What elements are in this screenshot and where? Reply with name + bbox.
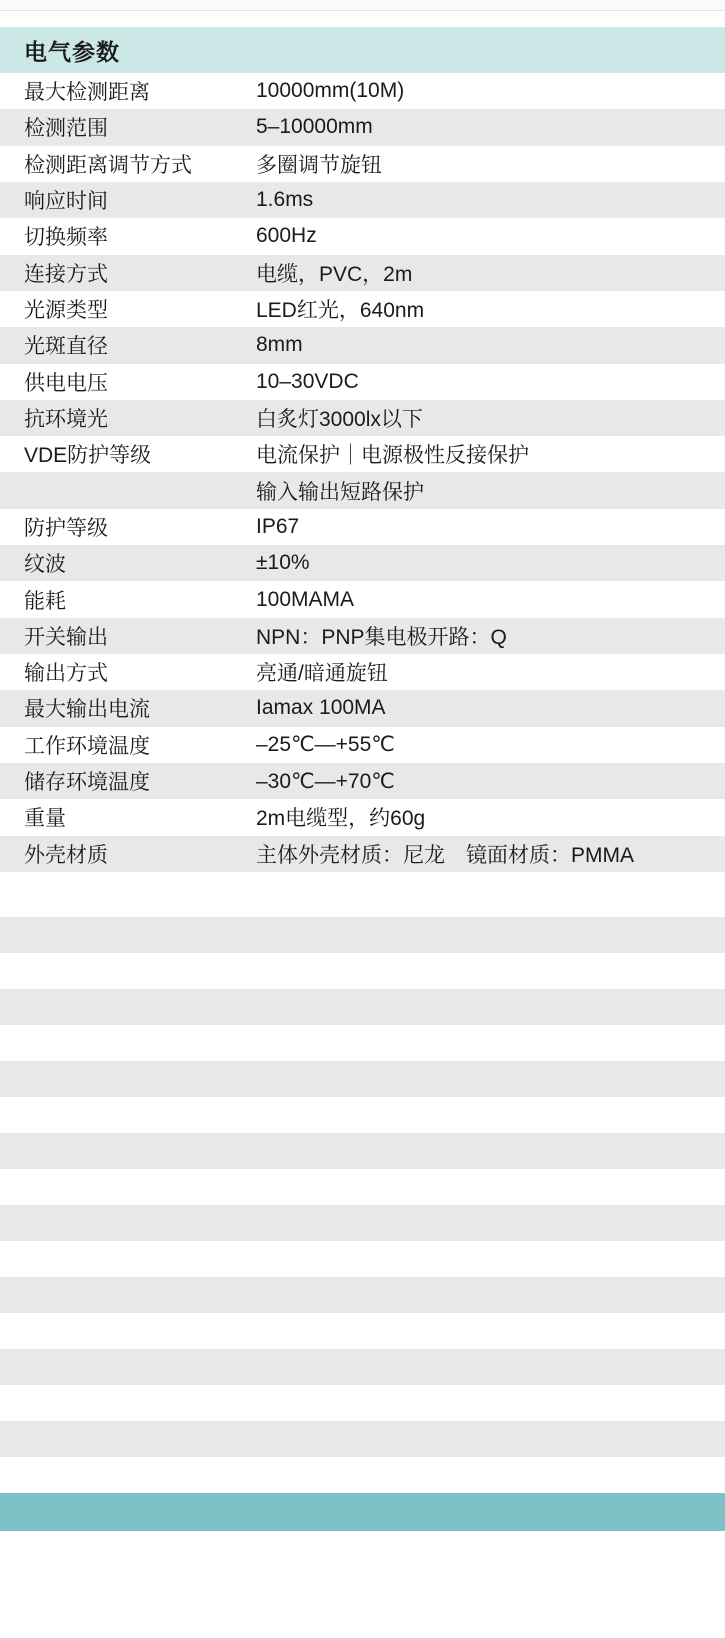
spec-label: 抗环境光 — [24, 407, 108, 431]
table-bottom-spacer — [0, 872, 725, 917]
spec-label: 防护等级 — [24, 516, 108, 540]
spec-value: –30℃—+70℃ — [256, 769, 395, 793]
empty-row-gap — [0, 1025, 725, 1061]
top-divider-strip — [0, 0, 725, 11]
spec-label: 切换频率 — [24, 226, 108, 250]
spec-label: 能耗 — [24, 589, 66, 613]
spec-table — [0, 73, 725, 872]
spec-value: 主体外壳材质：尼龙 镜面材质：PMMA — [256, 843, 634, 867]
spec-value: ±10% — [256, 551, 310, 575]
spec-row — [0, 364, 725, 400]
footer-whitespace — [0, 1531, 725, 1638]
spec-value: 输入输出短路保护 — [256, 480, 424, 504]
spec-row — [0, 255, 725, 291]
spec-value: 1.6ms — [256, 188, 314, 212]
spec-row — [0, 146, 725, 182]
empty-row-stripe — [0, 1277, 725, 1313]
empty-row-gap — [0, 953, 725, 989]
spec-value: 5–10000mm — [256, 115, 373, 139]
spec-row — [0, 472, 725, 508]
spec-row — [0, 509, 725, 545]
spec-value: 10000mm(10M) — [256, 79, 405, 103]
spec-row — [0, 400, 725, 436]
spec-value: –25℃—+55℃ — [256, 733, 395, 757]
spec-label: 最大检测距离 — [24, 81, 150, 105]
spec-row — [0, 690, 725, 726]
spec-label: 纹波 — [24, 553, 66, 577]
spec-row — [0, 763, 725, 799]
empty-row-gap — [0, 1169, 725, 1205]
spec-value: 白炙灯3000lx以下 — [256, 407, 423, 431]
spec-value: 亮通/暗通旋钮 — [256, 662, 388, 686]
spec-label: 储存环境温度 — [24, 771, 150, 795]
empty-row-gap — [0, 1385, 725, 1421]
empty-row-stripe — [0, 989, 725, 1025]
empty-row-gap — [0, 1313, 725, 1349]
spec-row — [0, 581, 725, 617]
spec-label: 光源类型 — [24, 299, 108, 323]
empty-rows — [0, 917, 725, 1493]
spec-row — [0, 109, 725, 145]
empty-row-stripe — [0, 1421, 725, 1457]
spec-value: 10–30VDC — [256, 369, 359, 393]
spec-row — [0, 218, 725, 254]
accent-divider-bar — [0, 1493, 725, 1531]
spec-row — [0, 545, 725, 581]
spec-row — [0, 182, 725, 218]
spec-label: 连接方式 — [24, 262, 108, 286]
spec-row — [0, 618, 725, 654]
spec-label: 供电电压 — [24, 371, 108, 395]
spec-label: VDE防护等级 — [24, 444, 152, 468]
spec-label: 工作环境温度 — [24, 734, 150, 758]
empty-row-gap — [0, 1097, 725, 1133]
empty-row-stripe — [0, 1205, 725, 1241]
spec-row — [0, 799, 725, 835]
spec-value: 电缆，PVC，2m — [256, 262, 413, 286]
spec-value: Iamax 100MA — [256, 696, 386, 720]
spec-row — [0, 73, 725, 109]
spec-label: 光斑直径 — [24, 335, 108, 359]
spec-value: 8mm — [256, 333, 303, 357]
empty-row-stripe — [0, 1349, 725, 1385]
spec-label: 检测距离调节方式 — [24, 153, 192, 177]
spec-value: 100MAMA — [256, 587, 355, 611]
spec-value: LED红光，640nm — [256, 299, 425, 323]
spec-row — [0, 836, 725, 872]
spec-value: NPN：PNP集电极开路：Q — [256, 625, 507, 649]
empty-row-stripe — [0, 917, 725, 953]
top-spacer — [0, 11, 725, 27]
spec-row — [0, 727, 725, 763]
spec-row — [0, 327, 725, 363]
empty-row-stripe — [0, 1061, 725, 1097]
spec-label: 输出方式 — [24, 662, 108, 686]
section-title: 电气参数 — [24, 38, 120, 65]
spec-label: 外壳材质 — [24, 843, 108, 867]
spec-row — [0, 654, 725, 690]
spec-value: IP67 — [256, 514, 300, 538]
empty-row-gap — [0, 1457, 725, 1493]
spec-value: 多圈调节旋钮 — [256, 153, 382, 177]
spec-value: 电流保护｜电源极性反接保护 — [256, 444, 529, 468]
spec-label: 检测范围 — [24, 117, 108, 141]
spec-row — [0, 291, 725, 327]
spec-row — [0, 436, 725, 472]
spec-label: 重量 — [24, 807, 66, 831]
section-header — [0, 27, 725, 73]
empty-row-stripe — [0, 1133, 725, 1169]
spec-label: 最大输出电流 — [24, 698, 150, 722]
spec-label: 开关输出 — [24, 625, 108, 649]
spec-label: 响应时间 — [24, 190, 108, 214]
spec-value: 2m电缆型，约60g — [256, 807, 426, 831]
empty-row-gap — [0, 1241, 725, 1277]
spec-value: 600Hz — [256, 224, 317, 248]
